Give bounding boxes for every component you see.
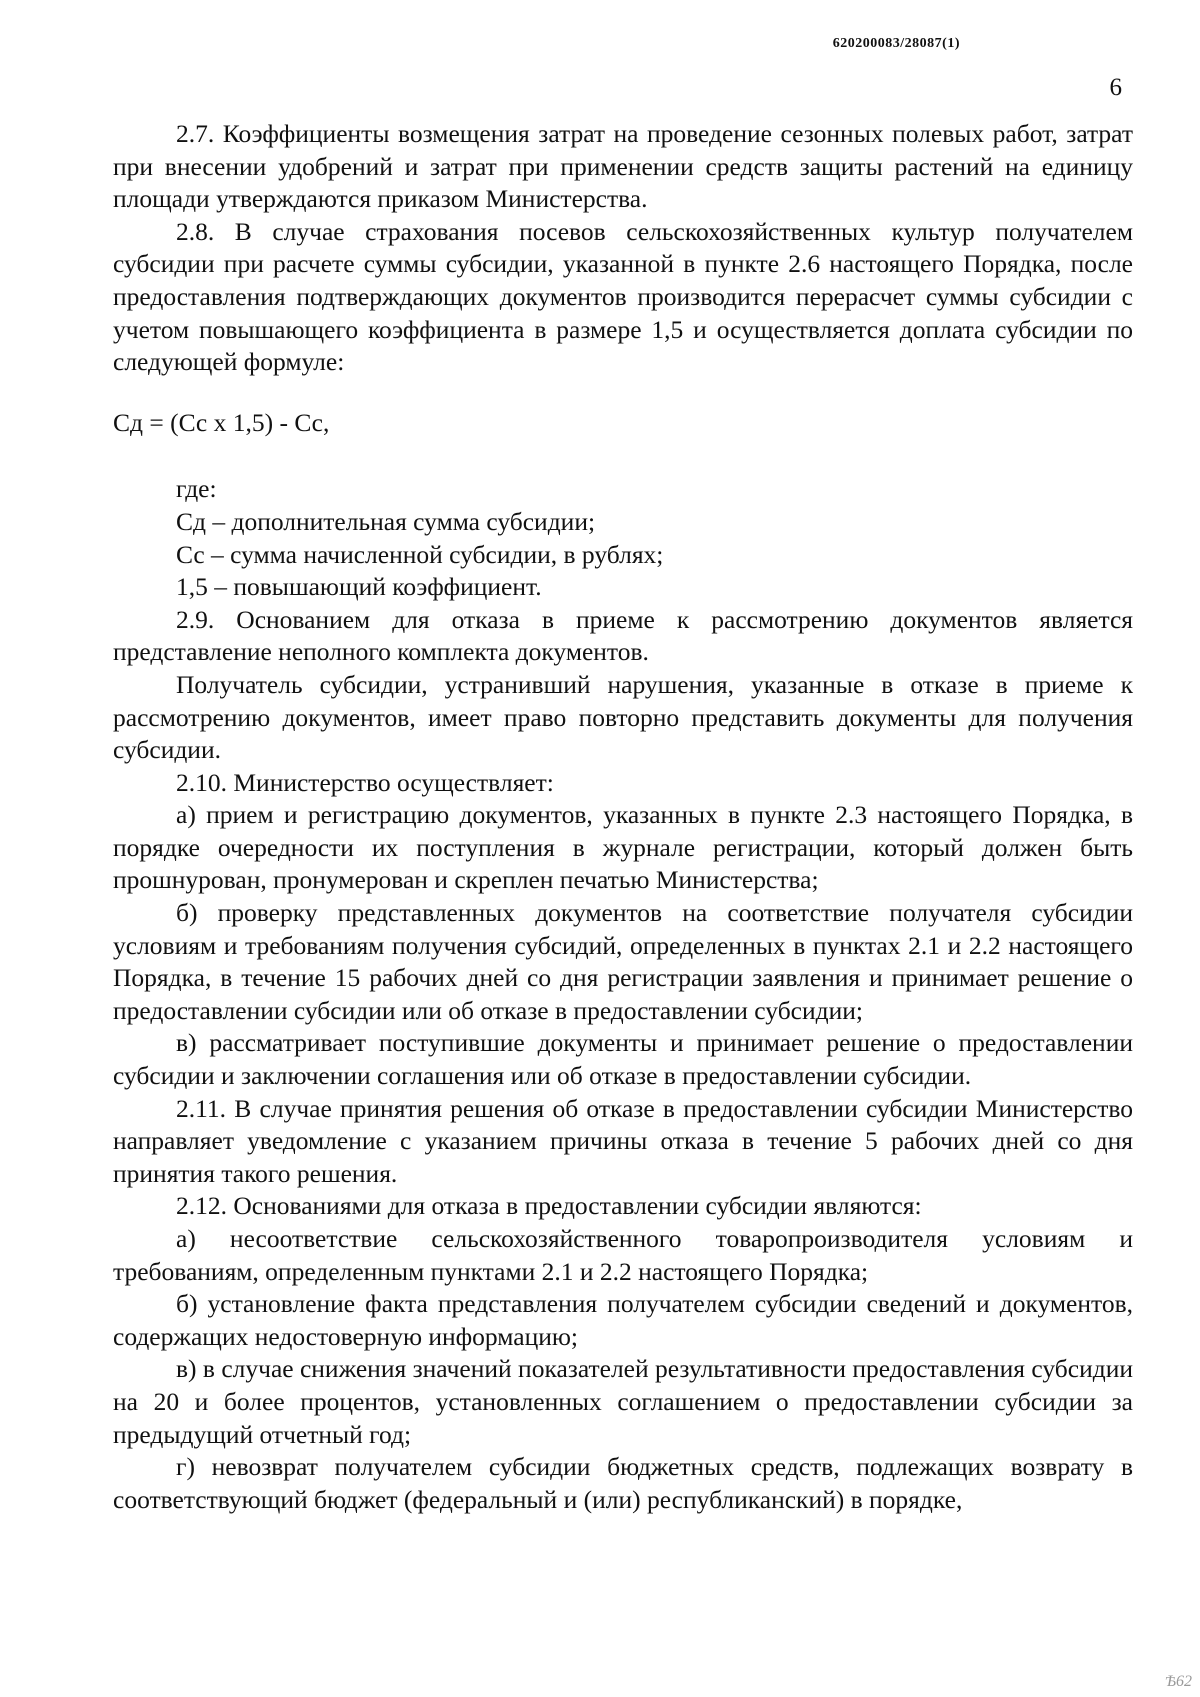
paragraph-2-9-recipient: Получатель субсидии, устранивший нарушения, указанные в отказе в приеме к рассмотрению документов, имеет право повторно представить документы для получения субсидии. <box>113 669 1133 765</box>
paragraph-2-12-g: г) невозврат получателем субсидии бюджетных средств, подлежащих возврату в соответствующий бюджет (федеральный и (или) республиканский) в порядке, <box>113 1452 1133 1514</box>
paragraph-2-9: 2.9. Основанием для отказа в приеме к рассмотрению документов является представление неполного комплекта документов. <box>113 604 1133 667</box>
paragraph-2-7: 2.7. Коэффициенты возмещения затрат на проведение сезонных полевых работ, затрат при внесении удобрений и затрат при применении средств защиты растений на единицу площади утверждаются приказом Министерства. <box>113 119 1133 214</box>
paragraph-2-10-b: б) проверку представленных документов на соответствие получателя субсидии условиям и требованиям получения субсидий, определенных в пунктах 2.1 и 2.2 настоящего Порядка, в течение 15 рабочих дней со дня регистрации заявления и принимает решение о предоставлении субсидии или об отказе в предоставлении субсидии; <box>113 898 1133 1025</box>
paragraph-2-11: 2.11. В случае принятия решения об отказе в предоставлении субсидии Министерство направляет уведомление с указанием причины отказа в течение 5 рабочих дней со дня принятия такого решения. <box>113 1093 1133 1188</box>
paragraph-2-10-v: в) рассматривает поступившие документы и принимает решение о предоставлении субсидии и заключении соглашения или об отказе в предоставлении субсидии. <box>113 1028 1133 1091</box>
paragraph-2-10: 2.10. Министерство осуществляет: <box>176 767 554 797</box>
page-number: 6 <box>1109 74 1122 101</box>
definition-sd: Сд – дополнительная сумма субсидии; <box>176 506 596 536</box>
definition-where: где: <box>176 474 217 504</box>
paragraph-2-12-b: б) установление факта представления получателем субсидии сведений и документов, содержащих недостоверную информацию; <box>113 1289 1133 1351</box>
definition-ss: Сс – сумма начисленной субсидии, в рублях; <box>176 539 664 569</box>
paragraph-2-12: 2.12. Основаниями для отказа в предоставлении субсидии являются: <box>176 1191 922 1221</box>
paragraph-2-10-a: а) прием и регистрацию документов, указанных в пункте 2.3 настоящего Порядка, в порядке очередности их поступления в журнале регистрации, который должен быть прошнурован, пронумерован и скреплен печатью Министерства; <box>113 800 1133 895</box>
document-id: 620200083/28087(1) <box>832 36 960 51</box>
scan-mark: Ѣ62 <box>1165 1673 1192 1690</box>
formula: Сд = (Сс х 1,5) - Сс, <box>113 407 330 437</box>
paragraph-2-12-a: а) несоответствие сельскохозяйственного товаропроизводителя условиям и требованиям, определенным пунктами 2.1 и 2.2 настоящего Порядка; <box>113 1224 1133 1286</box>
document-body <box>113 118 1133 1516</box>
definition-coefficient: 1,5 – повышающий коэффициент. <box>176 572 542 602</box>
paragraph-2-8: 2.8. В случае страхования посевов сельскохозяйственных культур получателем субсидии при расчете суммы субсидии, указанной в пункте 2.6 настоящего Порядка, после предоставления подтверждающих документов производится перерасчет суммы субсидии с учетом повышающего коэффициента в размере 1,5 и осуществляется доплата субсидии по следующей формуле: <box>113 216 1133 377</box>
paragraph-2-12-v: в) в случае снижения значений показателей результативности предоставления субсидии на 20 и более процентов, установленных соглашением о предоставлении субсидии за предыдущий отчетный год; <box>113 1354 1133 1449</box>
